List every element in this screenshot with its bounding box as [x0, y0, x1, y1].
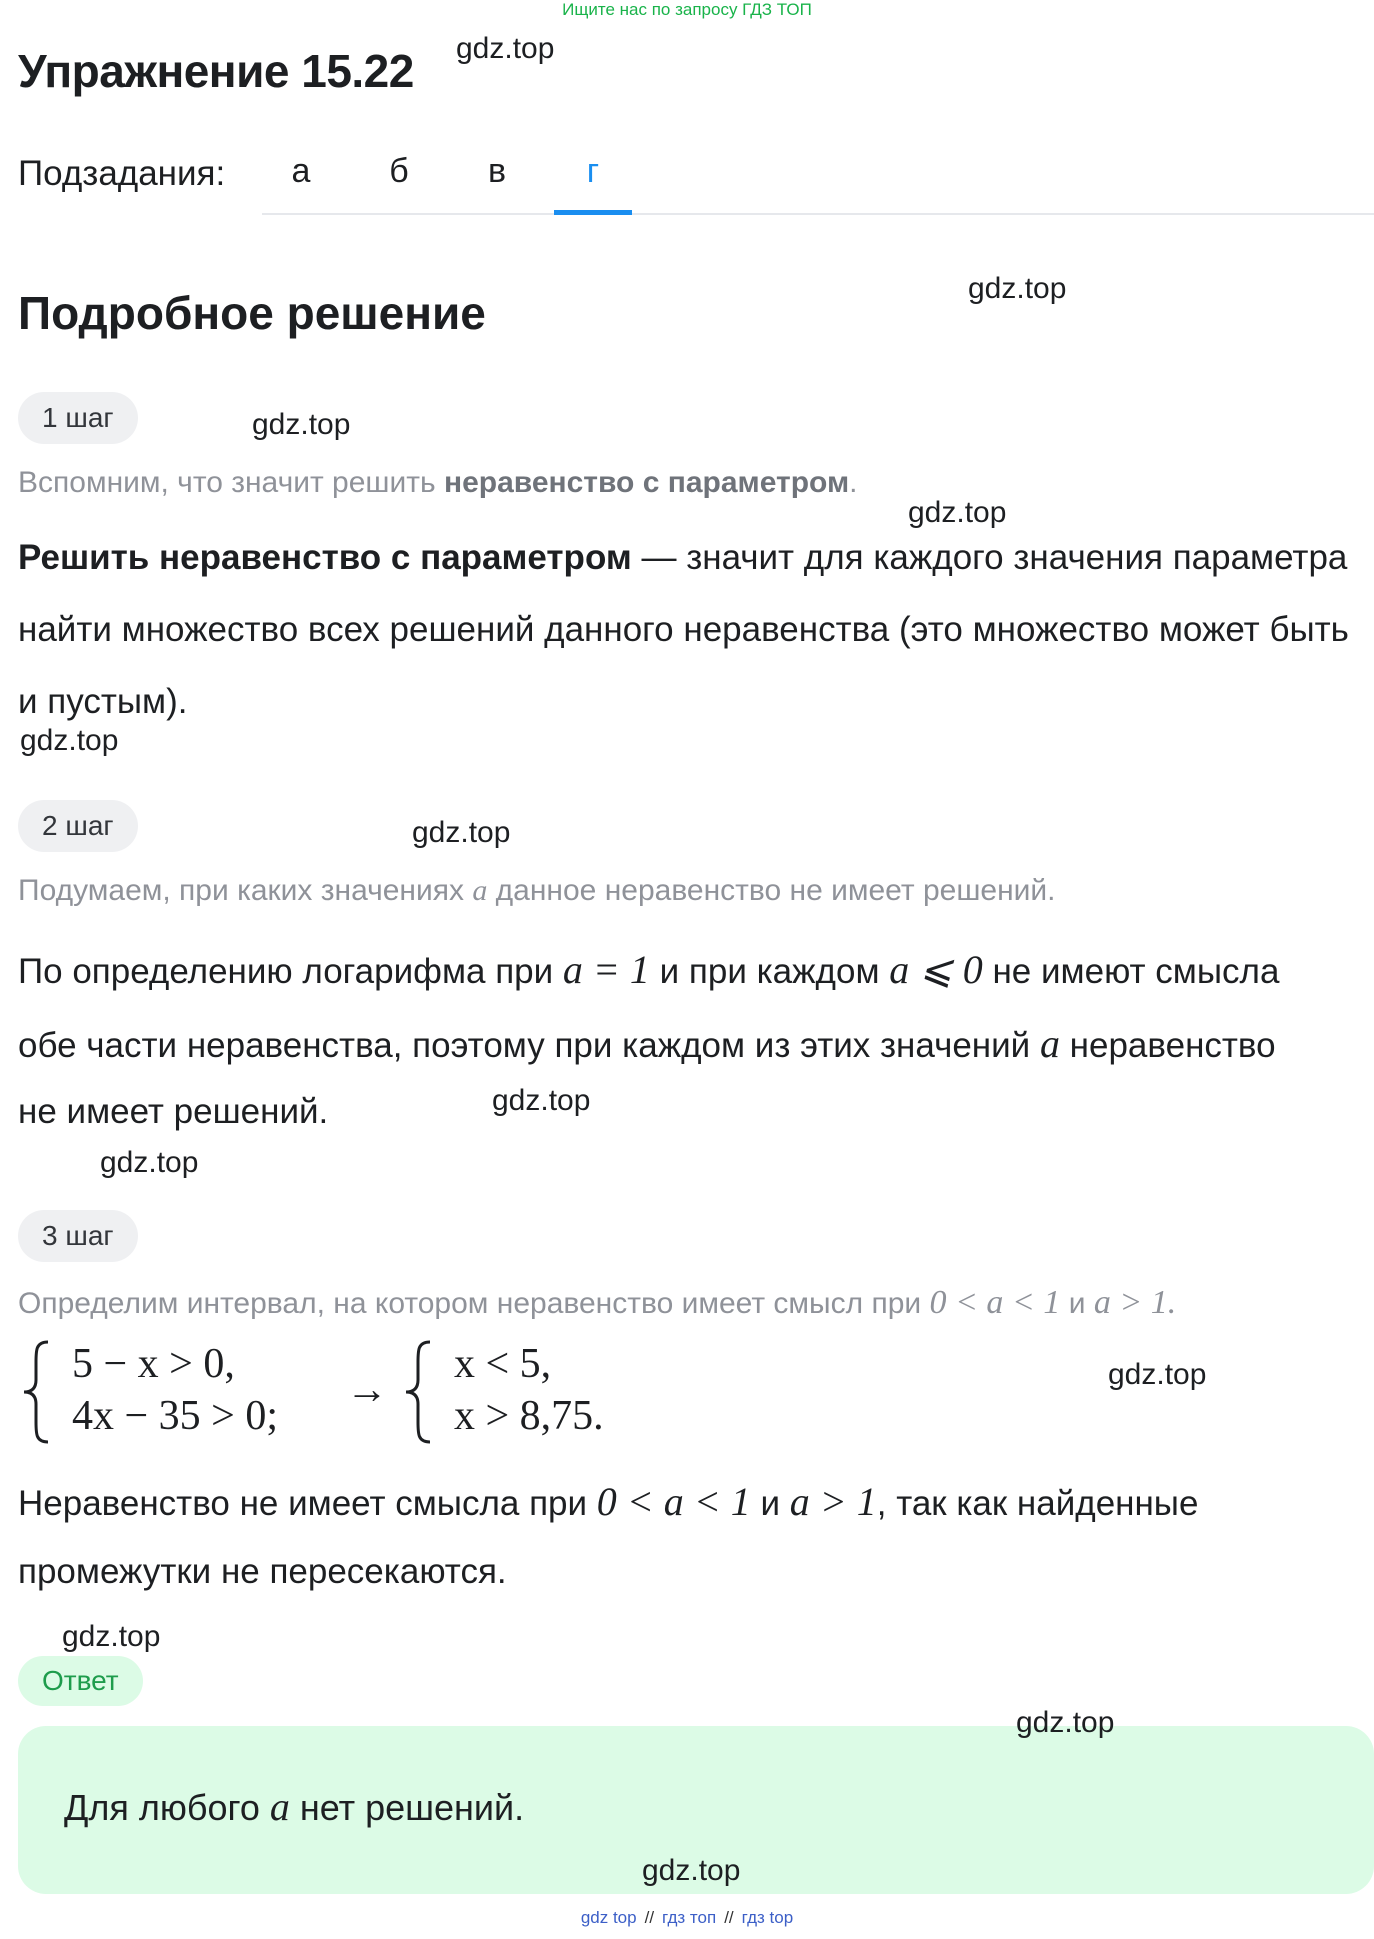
- step-1-badge: 1 шаг: [18, 392, 138, 444]
- watermark: gdz.top: [1108, 1358, 1207, 1391]
- step-3-badge: 3 шаг: [18, 1210, 138, 1262]
- tab-b[interactable]: б: [389, 152, 409, 190]
- bottom-link-2[interactable]: гдз топ: [662, 1908, 717, 1927]
- watermark: gdz.top: [100, 1146, 199, 1179]
- watermark: gdz.top: [62, 1620, 161, 1653]
- section-title: Подробное решение: [18, 287, 486, 339]
- step-2-line-3: не имеет решений.: [18, 1092, 329, 1131]
- watermark: gdz.top: [642, 1854, 741, 1887]
- system-left-row-2: 4x − 35 > 0;: [72, 1393, 279, 1439]
- step-1-text: Решить неравенство с параметром — значит для каждого значения параметра найти множество всех решений данного неравенства (это множество может быть и пустым).: [18, 538, 1349, 721]
- step-3-line-2: промежутки не пересекаются.: [18, 1552, 507, 1591]
- left-brace: [16, 1336, 76, 1448]
- answer-text: Для любого a нет решений.: [64, 1784, 525, 1829]
- watermark: gdz.top: [412, 816, 511, 849]
- watermark: gdz.top: [908, 496, 1007, 529]
- watermark: gdz.top: [492, 1084, 591, 1117]
- bottom-link-1[interactable]: gdz top: [580, 1908, 637, 1927]
- page-title: Упражнение 15.22: [18, 45, 414, 97]
- step-3-line-1: Неравенство не имеет смысла при 0 < a < 1 и a > 1, так как найденные: [18, 1479, 1199, 1524]
- watermark: gdz.top: [20, 724, 119, 757]
- system-left: [72, 1338, 278, 1442]
- step-2-hint: Подумаем, при каких значениях a данное неравенство не имеет решений.: [18, 874, 1056, 907]
- answer-badge: Ответ: [18, 1656, 143, 1706]
- step-2-line-1: По определению логарифма при a = 1 и при каждом a ⩽ 0 не имеют смысла: [18, 947, 1280, 992]
- bottom-link-3[interactable]: гдз top: [741, 1908, 794, 1927]
- right-brace: [398, 1336, 458, 1448]
- watermark: gdz.top: [252, 408, 351, 441]
- promo-banner[interactable]: Ищите нас по запросу ГДЗ ТОП: [562, 0, 812, 19]
- watermark: gdz.top: [1016, 1706, 1115, 1739]
- link-separator: //: [724, 1908, 734, 1927]
- tab-a[interactable]: а: [291, 152, 311, 190]
- subtasks-label: Подзадания:: [18, 154, 226, 193]
- watermark: gdz.top: [968, 272, 1067, 305]
- link-separator: //: [644, 1908, 655, 1927]
- system-left-row-1: 5 − x > 0,: [72, 1341, 235, 1387]
- system-right: [454, 1338, 604, 1442]
- system-right-row-2: x > 8,75.: [454, 1393, 604, 1439]
- step-3-hint: Определим интервал, на котором неравенство имеет смысл при 0 < a < 1 и a > 1.: [18, 1284, 1177, 1321]
- tab-g-active[interactable]: г: [554, 152, 632, 215]
- bottom-links: [0, 1908, 1374, 1928]
- arrow-icon: →: [346, 1367, 388, 1413]
- step-2-line-2: обе части неравенства, поэтому при каждом из этих значений a неравенство: [18, 1021, 1276, 1066]
- step-2-badge: 2 шаг: [18, 800, 138, 852]
- step-1-hint: Вспомним, что значит решить неравенство с параметром.: [18, 466, 858, 499]
- watermark: gdz.top: [456, 32, 555, 65]
- system-right-row-1: x < 5,: [454, 1341, 552, 1387]
- tab-v[interactable]: в: [487, 152, 507, 190]
